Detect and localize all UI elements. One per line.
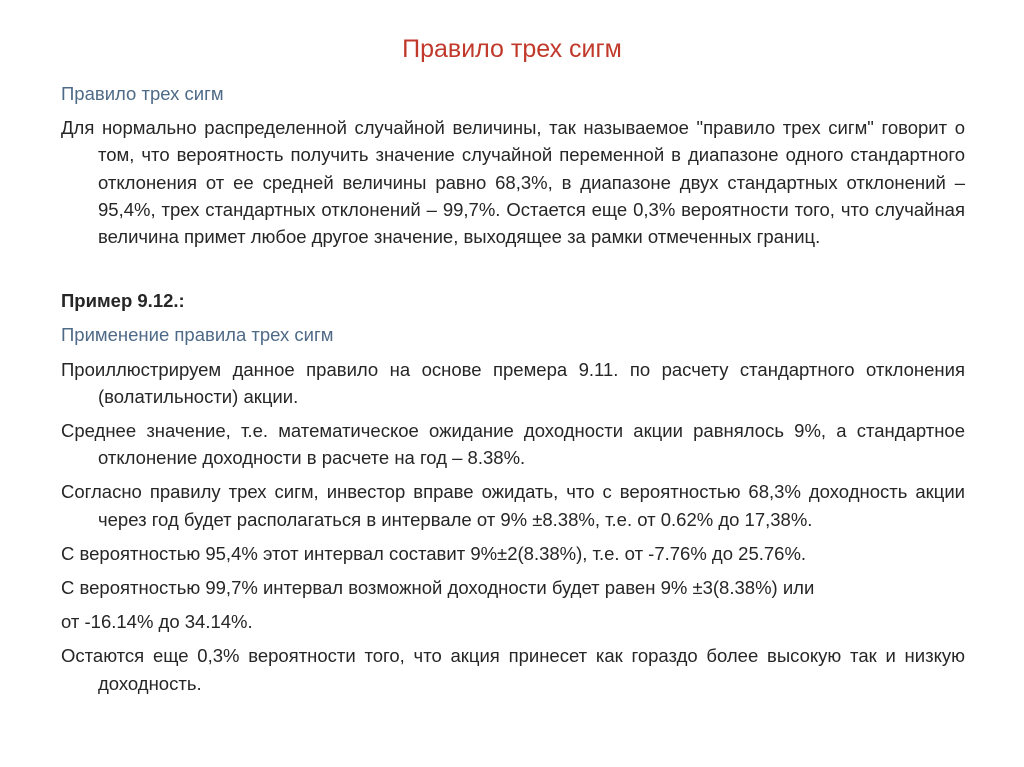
example-label: Пример 9.12.: bbox=[61, 290, 185, 312]
example-paragraph-1: Проиллюстрируем данное правило на основе премера 9.11. по расчету стандартного отклонения (волатильности) акции. bbox=[61, 358, 965, 407]
example-paragraph-5: С вероятностью 99,7% интервал возможной доходности будет равен 9% ±3(8.38%) или bbox=[61, 577, 815, 599]
section-heading: Правило трех сигм bbox=[61, 83, 224, 104]
example-paragraph-3: Согласно правилу трех сигм, инвестор вправе ожидать, что с вероятностью 68,3% доходность акции через год будет располагаться в интервале от 9% ±8.38%, т.е. от 0.62% до 17,38%. bbox=[61, 481, 965, 530]
slide-content bbox=[61, 80, 965, 697]
example-heading: Применение правила трех сигм bbox=[61, 324, 334, 346]
example-paragraph-4: С вероятностью 95,4% этот интервал составит 9%±2(8.38%), т.е. от -7.76% до 25.76%. bbox=[61, 542, 807, 564]
definition-paragraph: Для нормально распределенной случайной величины, так называемое "правило трех сигм" говорит о том, что вероятность получить значение случайной переменной в диапазоне одного стандартного отклонения от ее средней величины равно 68,3%, в диапазоне двух стандартных отклонений – 95,4%, трех стандартных отклонений – 99,7%. Остается еще 0,3% вероятности того, что случайная величина примет любое другое значение, выходящее за рамки отмеченных границ. bbox=[61, 117, 965, 248]
slide-title: Правило трех сигм bbox=[402, 35, 622, 63]
example-paragraph-6: от -16.14% до 34.14%. bbox=[61, 611, 253, 633]
example-paragraph-7: Остаются еще 0,3% вероятности того, что акция принесет как гораздо более высокую так и низкую доходность. bbox=[61, 645, 965, 694]
example-paragraph-2: Среднее значение, т.е. математическое ожидание доходности акции равнялось 9%, а стандартное отклонение доходности в расчете на год – 8.38%. bbox=[61, 420, 965, 469]
